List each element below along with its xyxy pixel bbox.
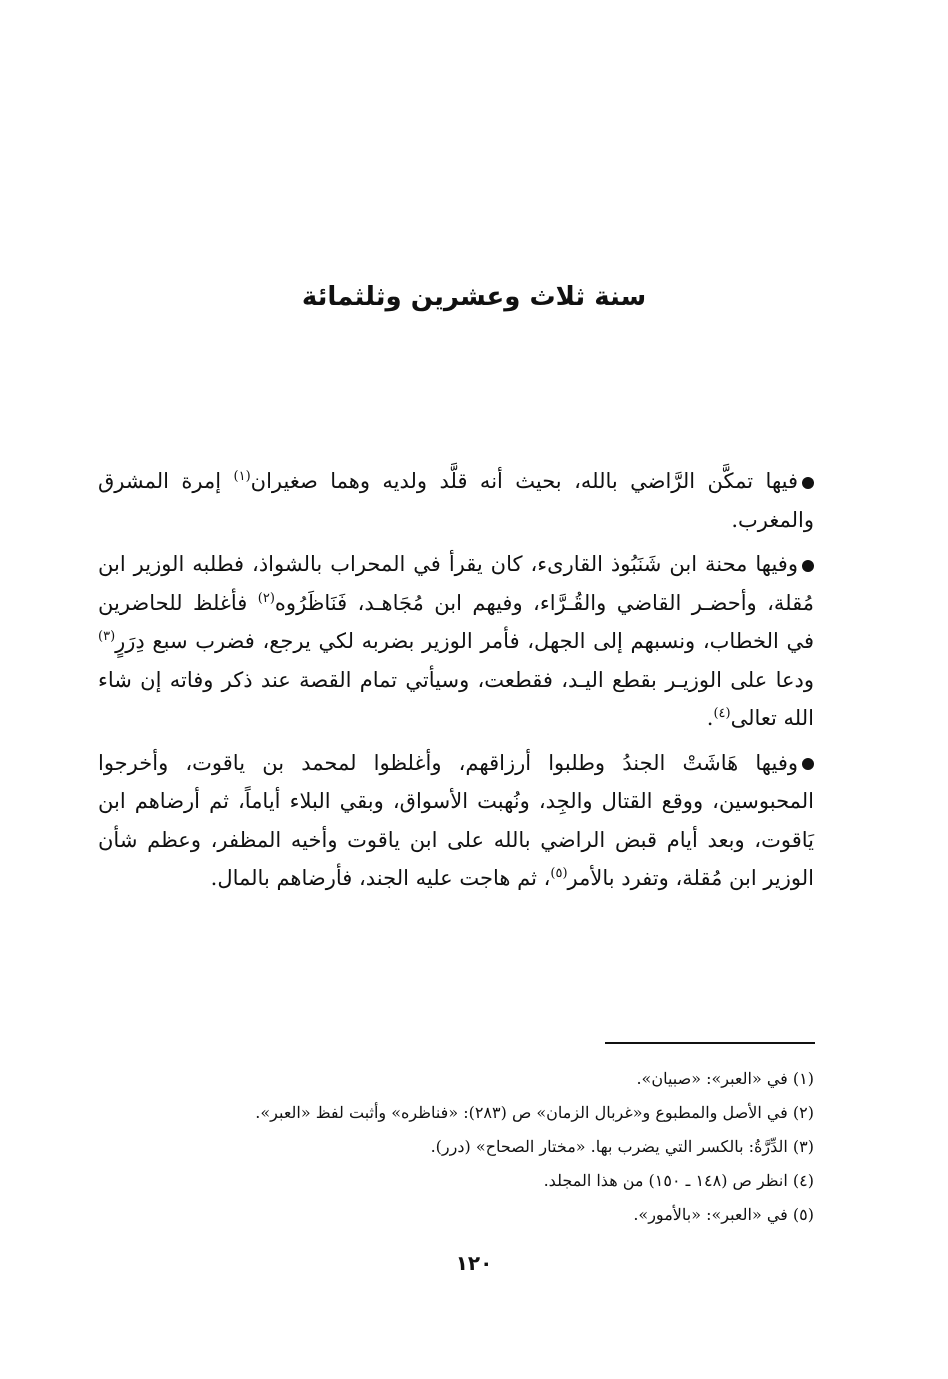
paragraph-1: [98, 462, 814, 539]
paragraph-1-text-b: إمرة المشرق والمغرب.: [98, 469, 814, 532]
paragraph-2-text-c: ودعا على الوزيـر بقطع اليـد، فقطعت، وسيأتي تمام القصة عند ذكر وفاته إن شاء الله تعالى: [98, 667, 815, 730]
filled-circle-bullet-icon: [802, 560, 814, 572]
paragraph-2-text-d: .: [706, 706, 714, 730]
paragraph-3: [98, 744, 814, 898]
paragraph-3-text-b: ، ثم هاجت عليه الجند، فأرضاهم بالمال.: [210, 866, 551, 890]
footnote-ref-2[interactable]: (٢): [257, 590, 275, 606]
paragraph-3-text-a: وفيها هَاشَتْ الجندُ وطلبوا أرزاقهم، وأغلظوا لمحمد بن ياقوت، وأخرجوا المحبوسين، ووقع القتال والجِد، ونُهبت الأسواق، وبقي البلاء أياماً، ثم أرضاهم ابن يَاقوت، وبعد أيام قبض الراضي بالله على ابن ياقوت وأخيه المظفر، وعظم شأن الوزير ابن مُقلة، وتفرد بالأمر: [98, 750, 814, 890]
paragraph-1-text-a: فيها تمكَّن الرَّاضي بالله، بحيث أنه قلَّد ولديه وهما صغيران: [250, 469, 798, 493]
page-title: سنة ثلاث وعشرين وثلثمائة: [301, 282, 647, 312]
footnote-5: (٥) في «العبر»: «بالأمور».: [633, 1205, 814, 1224]
footnote-3: (٣) الدِّرَّةُ: بالكسر التي يضرب بها. «مختار الصحاح» (درر).: [430, 1137, 814, 1156]
footnote-ref-4[interactable]: (٤): [713, 706, 731, 721]
paragraph-2: [98, 545, 814, 738]
footnote-4: (٤) انظر ص (١٤٨ ـ ١٥٠) من هذا المجلد.: [543, 1171, 814, 1190]
footnotes: [98, 1062, 814, 1232]
footnote-2: (٢) في الأصل والمطبوع و«غربال الزمان» ص (٢٨٣): «فناظره» وأثبت لفظ «العبر».: [255, 1103, 814, 1122]
footnote-ref-5[interactable]: (٥): [550, 866, 568, 881]
footnote-1: (١) في «العبر»: «صبيان».: [636, 1069, 814, 1088]
filled-circle-bullet-icon: [802, 477, 814, 489]
page-number: ١٢٠: [455, 1251, 493, 1275]
body-text: [98, 462, 814, 898]
footnote-ref-3[interactable]: (٣): [98, 629, 116, 644]
footnote-divider: [605, 1042, 815, 1044]
footnote-ref-1[interactable]: (١): [233, 469, 251, 484]
paragraph-2-text-a: وفيها محنة ابن شَنَبُوذ القارىء، كان يقرأ في المحراب بالشواذ، فطلبه الوزير ابن مُقلة، وأحضـر القاضي والقُـرَّاء، وفيهم ابن مُجَاهـد، فَنَاظَرُوه: [98, 552, 814, 615]
filled-circle-bullet-icon: [802, 758, 814, 770]
paragraph-2-text-b: فأغلظ للحاضرين في الخطاب، ونسبهم إلى الجهل، فأمر الوزير بضربه لكي يرجع، فضرب سبع دِرَرٍ: [98, 590, 814, 653]
